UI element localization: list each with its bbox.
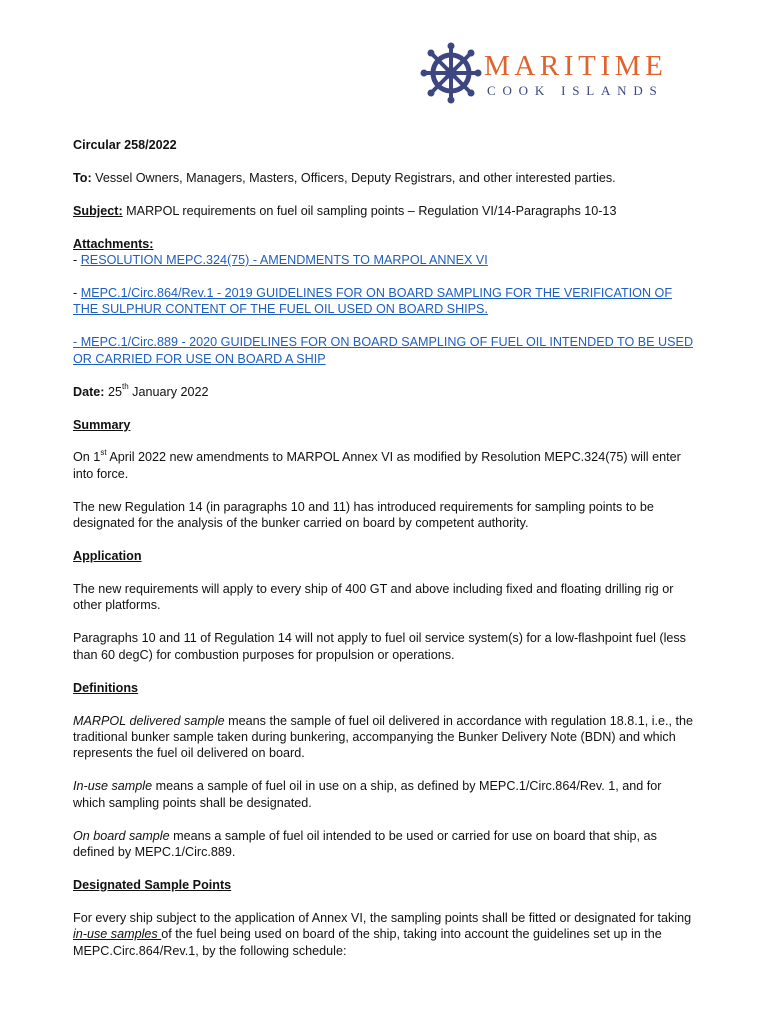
definition-text: means the sample of fuel oil delivered in accordance with regulation 18.8.1, i.e., the traditional bunker sample taken during bunkering, accompanying the Bunker Delivery Note (BDN) and which represents the fuel oil delivered on board.	[73, 713, 694, 761]
summary-heading: Summary	[73, 417, 131, 432]
attachment-link-circ-889[interactable]: - MEPC.1/Circ.889 - 2020 GUIDELINES FOR ON BOARD SAMPLING OF FUEL OIL INTENDED TO BE USED OR CARRIED FOR USE ON BOARD A SHIP	[73, 335, 694, 366]
definition-term: On board sample	[73, 828, 170, 843]
subject-text: MARPOL requirements on fuel oil sampling points – Regulation VI/14-Paragraphs 10-13	[122, 203, 617, 218]
date-line	[73, 384, 695, 400]
maritime-cook-islands-logo	[420, 40, 700, 110]
definition-term: MARPOL delivered sample	[73, 713, 225, 728]
date-day: 25	[104, 384, 123, 399]
summary-paragraph-1	[73, 449, 695, 482]
attachment-prefix: -	[73, 253, 81, 268]
to-text: Vessel Owners, Managers, Masters, Officers, Deputy Registrars, and other interested parties.	[91, 170, 616, 185]
date-rest: January 2022	[128, 384, 209, 399]
definition-in-use-sample	[73, 778, 695, 811]
definition-text: means a sample of fuel oil in use on a ship, as defined by MEPC.1/Circ.864/Rev. 1, and for which sampling points shall be designated.	[73, 779, 662, 810]
summary-paragraph-2: The new Regulation 14 (in paragraphs 10 and 11) has introduced requirements for sampling points to be designated for the analysis of the bunker carried on board by competent authority.	[73, 499, 654, 531]
designated-paragraph	[73, 910, 695, 959]
application-paragraph-1: The new requirements will apply to every ship of 400 GT and above including fixed and floating drilling rig or other platforms.	[73, 582, 674, 613]
definition-on-board-sample	[73, 828, 695, 861]
application-paragraph-2: Paragraphs 10 and 11 of Regulation 14 will not apply to fuel oil service system(s) for a low-flashpoint fuel (less than 60 degC) for combustion purposes for propulsion or operations.	[73, 631, 686, 662]
definition-text: means a sample of fuel oil intended to be used or carried for use on board that ship, as defined by MEPC.1/Circ.889.	[73, 828, 657, 859]
ship-wheel-icon	[420, 42, 482, 104]
to-label: To:	[73, 170, 92, 185]
date-suffix: th	[122, 382, 129, 392]
attachment-link-resolution[interactable]: RESOLUTION MEPC.324(75) - AMENDMENTS TO MARPOL ANNEX VI	[80, 253, 488, 268]
attachments-label: Attachments:	[73, 236, 154, 251]
designated-p1-start: For every ship subject to the application of Annex VI, the sampling points shall be fitted or designated for taking	[73, 910, 692, 925]
attachment-item-1	[73, 252, 695, 268]
summary-p1-end: April 2022 new amendments to MARPOL Annex VI as modified by Resolution MEPC.324(75) will enter into force.	[73, 450, 681, 481]
attachment-prefix: -	[73, 286, 81, 301]
date-label: Date:	[73, 384, 105, 399]
application-heading: Application	[73, 549, 142, 564]
definitions-heading: Definitions	[73, 680, 139, 695]
definition-marpol-delivered-sample	[73, 713, 695, 762]
subject-line	[73, 203, 695, 219]
definition-term: In-use sample	[73, 779, 153, 794]
designated-p1-end: of the fuel being used on board of the ship, taking into account the guidelines set up in the MEPC.Circ.864/Rev.1, by the following schedule:	[73, 927, 662, 958]
designated-sample-points-heading: Designated Sample Points	[73, 877, 232, 892]
attachment-item-2	[73, 285, 695, 318]
summary-p1-sup: st	[100, 448, 107, 458]
circular-number: Circular 258/2022	[73, 138, 177, 152]
attachment-link-circ-864[interactable]: MEPC.1/Circ.864/Rev.1 - 2019 GUIDELINES FOR ON BOARD SAMPLING FOR THE VERIFICATION OF THE SULPHUR CONTENT OF THE FUEL OIL USED ON BOARD SHIPS.	[73, 286, 673, 317]
attachment-item-3	[73, 334, 695, 367]
circular-body	[73, 137, 695, 976]
summary-p1-start: On 1	[73, 450, 101, 465]
logo-subtitle: COOK ISLANDS	[487, 83, 664, 98]
to-line	[73, 170, 695, 186]
attachments-heading	[73, 236, 695, 252]
designated-p1-term: in-use samples	[73, 927, 162, 942]
logo-title: MARITIME	[484, 50, 668, 82]
subject-label: Subject:	[73, 203, 123, 218]
